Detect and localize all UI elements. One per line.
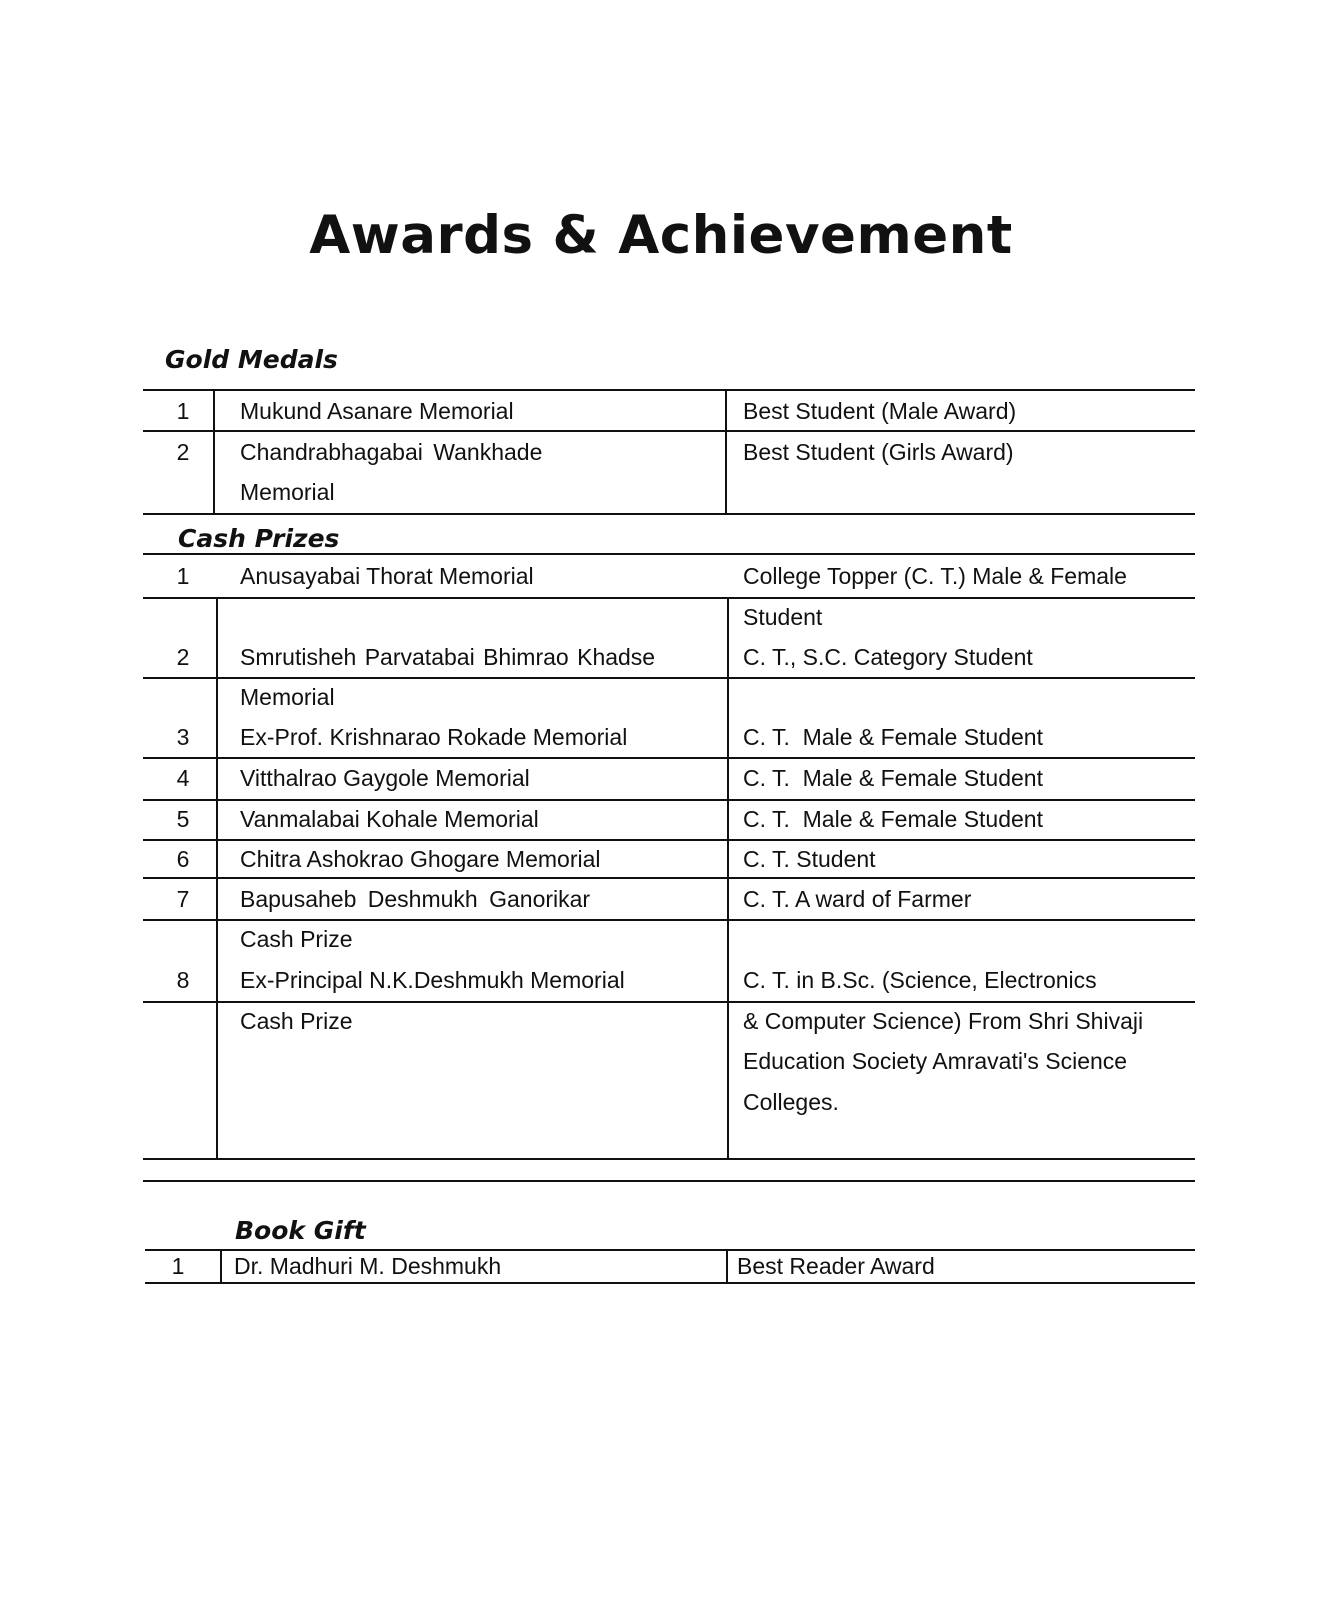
memorial-name: Anusayabai Thorat Memorial <box>240 563 534 589</box>
table-rule <box>143 513 1195 515</box>
award-description: Best Reader Award <box>737 1253 935 1279</box>
row-number: 1 <box>176 563 190 589</box>
row-number: 3 <box>176 724 190 750</box>
table-rule <box>143 1158 1195 1160</box>
memorial-name: Memorial <box>240 684 335 710</box>
award-description: College Topper (C. T.) Male & Female <box>743 563 1127 589</box>
row-number: 7 <box>176 886 190 912</box>
memorial-name: Memorial <box>240 479 335 505</box>
memorial-name: Cash Prize <box>240 1008 353 1034</box>
row-number: 5 <box>176 806 190 832</box>
table-rule <box>145 1282 1195 1284</box>
table-rule <box>143 553 1195 555</box>
table-rule <box>143 919 1195 921</box>
table-rule <box>143 877 1195 879</box>
table-rule <box>143 1001 1195 1003</box>
memorial-name: Chitra Ashokrao Ghogare Memorial <box>240 846 601 872</box>
award-description: Education Society Amravati's Science <box>743 1048 1128 1074</box>
row-number: 1 <box>176 398 190 424</box>
row-number: 8 <box>176 967 190 993</box>
page-title: Awards & Achievement <box>309 205 1013 266</box>
table-rule <box>143 389 1195 391</box>
table-divider <box>216 597 218 1158</box>
memorial-name: Bapusaheb Deshmukh Ganorikar <box>240 886 591 912</box>
section-separator <box>143 1180 1195 1182</box>
row-number: 6 <box>176 846 190 872</box>
award-description: C. T. Male & Female Student <box>743 806 1043 832</box>
table-divider <box>726 1249 728 1282</box>
award-description: Best Student (Male Award) <box>743 398 1017 424</box>
award-description: Best Student (Girls Award) <box>743 439 1014 465</box>
memorial-name: Vanmalabai Kohale Memorial <box>240 806 539 832</box>
memorial-name: Dr. Madhuri M. Deshmukh <box>234 1253 502 1279</box>
table-divider <box>220 1249 222 1282</box>
memorial-name: Chandrabhagabai Wankhade <box>240 439 543 465</box>
memorial-name: Mukund Asanare Memorial <box>240 398 514 424</box>
table-divider <box>725 389 727 513</box>
award-description: Colleges. <box>743 1089 839 1115</box>
memorial-name: Ex-Principal N.K.Deshmukh Memorial <box>240 967 625 993</box>
memorial-name: Smrutisheh Parvatabai Bhimrao Khadse <box>240 644 656 670</box>
row-number: 2 <box>176 644 190 670</box>
book-gift-heading: Book Gift <box>235 1216 366 1245</box>
table-rule <box>143 757 1195 759</box>
award-description: C. T. Student <box>743 846 876 872</box>
award-description: C. T. Male & Female Student <box>743 724 1043 750</box>
table-divider <box>727 597 729 1158</box>
table-rule <box>143 839 1195 841</box>
table-divider <box>213 389 215 513</box>
row-number: 4 <box>176 765 190 791</box>
table-rule <box>143 430 1195 432</box>
memorial-name: Ex-Prof. Krishnarao Rokade Memorial <box>240 724 628 750</box>
award-description: C. T. Male & Female Student <box>743 765 1043 791</box>
award-description: Student <box>743 604 823 630</box>
award-description: & Computer Science) From Shri Shivaji <box>743 1008 1144 1034</box>
table-rule <box>143 597 1195 599</box>
memorial-name: Vitthalrao Gaygole Memorial <box>240 765 530 791</box>
award-description: C. T. in B.Sc. (Science, Electronics <box>743 967 1097 993</box>
table-rule <box>145 1249 1195 1251</box>
table-rule <box>143 799 1195 801</box>
award-description: C. T. A ward of Farmer <box>743 886 972 912</box>
award-description: C. T., S.C. Category Student <box>743 644 1033 670</box>
gold-medals-heading: Gold Medals <box>165 345 338 374</box>
row-number: 1 <box>171 1253 185 1279</box>
memorial-name: Cash Prize <box>240 926 353 952</box>
row-number: 2 <box>176 439 190 465</box>
cash-prizes-heading: Cash Prizes <box>178 524 340 553</box>
table-rule <box>143 677 1195 679</box>
